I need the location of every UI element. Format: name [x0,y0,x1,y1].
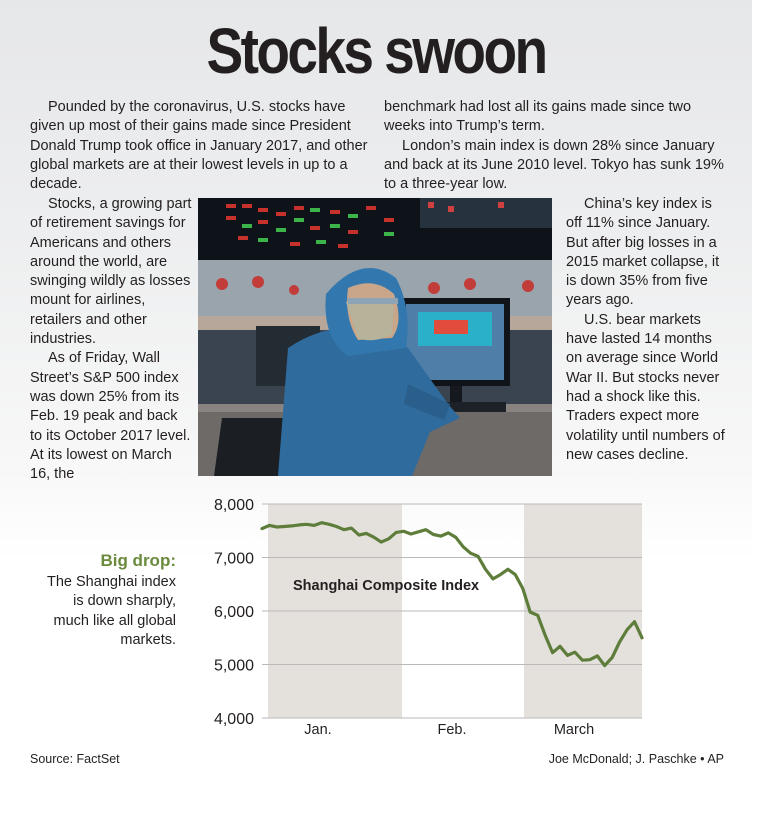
y-tick-label: 5,000 [213,657,254,675]
y-tick-label: 6,000 [213,604,254,621]
article-column-1 [30,195,192,484]
x-tick-label: Feb. [437,722,467,738]
paragraph-3: As of Friday, Wall Street’s S&P 500 index was down 25% from its Feb. 19 peak and back to its October 2017 level. At its lowest on March 16, the [30,350,191,483]
paragraph-7: U.S. bear markets have lasted 14 months on average since World War II. But stocks never had a shock like this. Traders expect more volatility until numbers of new cases decline. [566,311,725,463]
y-tick-label: 4,000 [213,711,254,728]
x-tick-label: Jan. [304,722,332,738]
byline-credit: Joe McDonald; J. Paschke • AP [548,752,724,766]
paragraph-1: Pounded by the coronavirus, U.S. stocks have given up most of their gains made since President Donald Trump took office in January 2017, and other global markets are at their lowest levels in up to a decade. [30,99,368,193]
sidebar-text: The Shanghai index is down sharply, much like all global markets. [47,574,176,648]
trader-photo-illustration [198,198,552,476]
chart-svg [196,490,656,740]
sidebar-heading: Big drop: [100,551,176,570]
paragraph-6: China’s key index is off 11% since January. But after big losses in a 2015 market collapse, it is down 35% from five years ago. [566,196,720,309]
chart-title: Shanghai Composite Index [293,578,480,594]
headline: Stocks swoon [206,15,546,87]
article-column-3 [566,195,726,465]
source-credit: Source: FactSet [30,752,120,766]
x-tick-label: March [553,722,595,738]
paragraph-5: London’s main index is down 28% since January and back at its June 2010 level. Tokyo has sunk 19% to a three-year low. [384,137,724,193]
paragraph-4: benchmark had lost all its gains made since two weeks into Trump’s term. [384,99,692,135]
shanghai-chart [196,490,656,740]
article-column-2-top [384,98,726,194]
article-column-1-top [30,98,372,194]
y-tick-label: 8,000 [213,497,254,514]
trader-photo [198,198,552,476]
paragraph-2: Stocks, a growing part of retirement savings for Americans and others around the world, are swinging wildly as losses mount for airlines, retailers and other industries. [30,196,192,348]
y-tick-label: 7,000 [213,550,254,568]
